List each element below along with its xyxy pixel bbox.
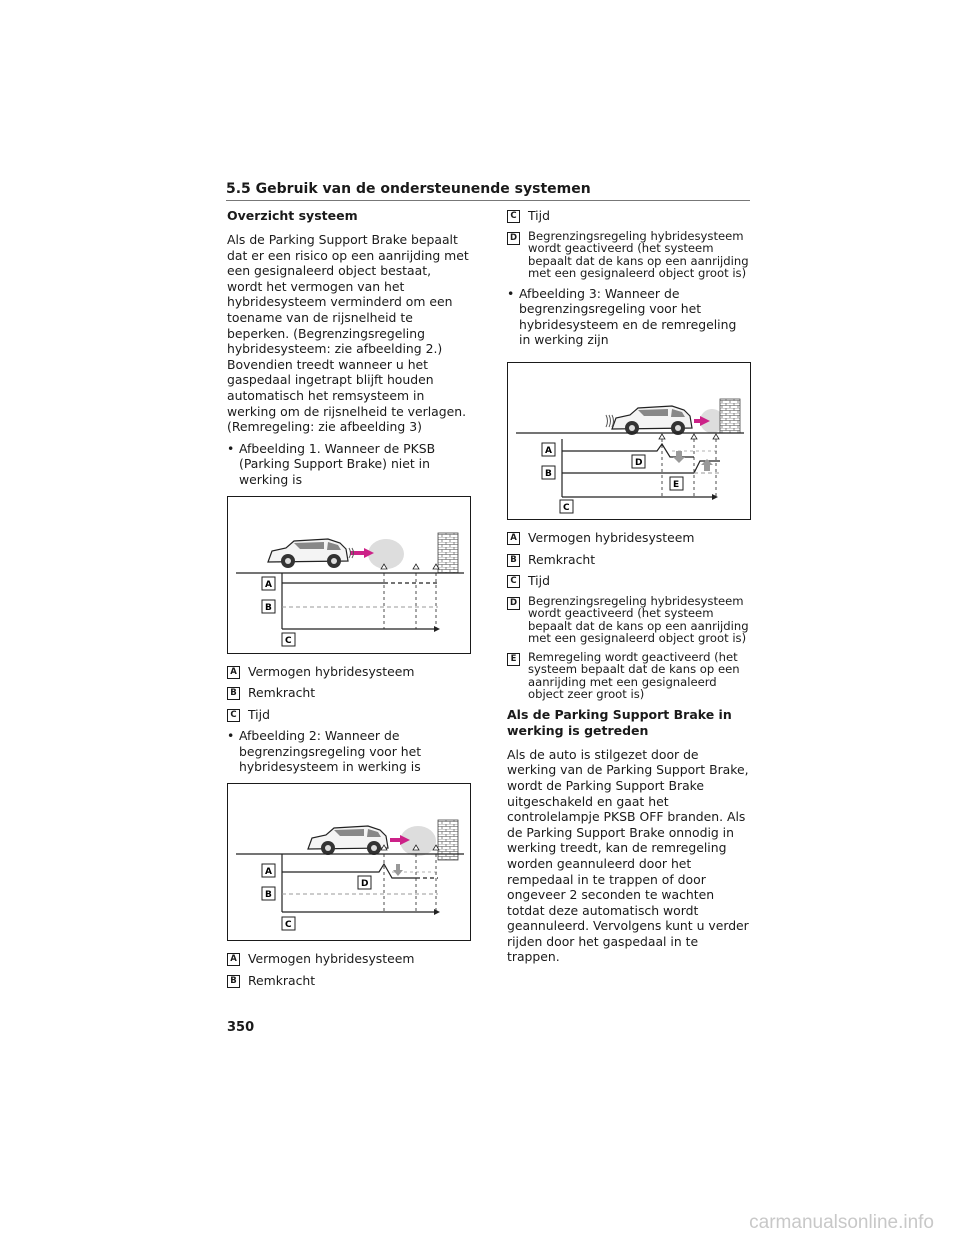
legend-text: Begrenzingsregeling hybridesysteem wordt geactiveerd (het systeem bepaalt dat de kans op een aanrijding met een gesignaleerd object groot is): [528, 593, 749, 646]
legend-text: Tijd: [528, 573, 550, 589]
activated-heading: Als de Parking Support Brake in werking is getreden: [507, 706, 732, 738]
legend-key: B: [227, 687, 240, 700]
legend-item: [507, 573, 749, 589]
figure-label: E: [673, 479, 680, 490]
legend-text: Remregeling wordt geactiveerd (het systeem bepaalt dat de kans op een aanrijding met een gesignaleerd object zeer groot is): [528, 649, 740, 702]
bullet-dot: •: [227, 440, 235, 456]
car-icon: [606, 406, 692, 435]
legend-item: [507, 552, 749, 568]
figure-label: B: [265, 602, 272, 613]
figure-label: C: [563, 502, 570, 513]
activated-paragraph: Als de auto is stilgezet door de werking van de Parking Support Brake, wordt de Parking Support Brake uitgeschakeld en gaat het controlelampje PKSB OFF branden. Als de Parking Support Brake onnodig in werking treedt, kan de remregeling worden geannuleerd door het rempedaal in te trappen of door ongeveer 2 seconden te wachten totdat deze automatisch wordt geannuleerd. Vervolgens kunt u verder rijden door het gaspedaal in te trappen.: [507, 746, 749, 965]
figure-label: B: [265, 890, 272, 901]
legend-text: Tijd: [528, 208, 550, 223]
bullet-figure-2: [227, 728, 469, 775]
legend-item: [507, 230, 749, 280]
figure-label: A: [265, 579, 272, 590]
legend-text: Remkracht: [248, 972, 316, 988]
figure-label: C: [285, 635, 292, 646]
figure-3-diagram: [508, 363, 750, 519]
legend-key: E: [507, 653, 520, 666]
page-number: 350: [227, 1020, 255, 1035]
bullet-figure-3: [507, 286, 749, 348]
legend-item: [227, 973, 469, 989]
sensor-wave-icon: [390, 826, 436, 856]
wall-icon: [438, 533, 458, 573]
overview-intro: Als de Parking Support Brake bepaalt dat er een risico op een aanrijding met een gesignaleerd object bestaat, wordt het vermogen van het hybridesysteem verminderd om een toename van de rijsnelheid te beperken. (Begrenzingsregeling hybridesysteem: zie afbeelding 2.) Bovendien treedt wanneer u het gaspedaal ingetrapt blijft houden automatisch het remsysteem in werking om de rijsnelheid te verlagen. (Remregeling: zie afbeelding 3): [227, 232, 469, 435]
bullet-figure-1: [227, 441, 469, 488]
legend-key: B: [227, 975, 240, 988]
bullet-text: Afbeelding 2: Wanneer de begrenzingsregeling voor het hybridesysteem in werking is: [239, 728, 422, 775]
legend-item: [227, 685, 469, 701]
legend-key: A: [227, 953, 240, 966]
figure-1: [227, 496, 471, 654]
figure-label: A: [545, 445, 552, 456]
legend-text: Begrenzingsregeling hybridesysteem wordt geactiveerd (het systeem bepaalt dat de kans op een aanrijding met een gesignaleerd object groot is): [528, 228, 749, 281]
legend-item: [507, 595, 749, 645]
legend-item: [507, 208, 749, 224]
legend-key: C: [507, 210, 520, 223]
legend-text: Remkracht: [248, 685, 316, 701]
legend-item: [507, 530, 749, 546]
figure-label: B: [545, 468, 552, 479]
legend-text: Vermogen hybridesysteem: [528, 529, 695, 545]
legend-item: [227, 664, 469, 680]
legend-key: D: [507, 232, 520, 245]
watermark: carmanualsonline.info: [749, 1212, 934, 1233]
legend-key: A: [227, 666, 240, 679]
figure-3: [507, 362, 751, 520]
legend-key: C: [227, 709, 240, 722]
right-column: [507, 208, 749, 971]
legend-key: A: [507, 532, 520, 545]
bullet-text: Afbeelding 3: Wanneer de begrenzingsregeling voor het hybridesysteem en de remregeling in werking zijn: [519, 285, 737, 348]
legend-text: Vermogen hybridesysteem: [248, 951, 415, 967]
figure-label: A: [265, 867, 272, 878]
figure-label: C: [285, 920, 292, 931]
sensor-wave-icon: [694, 409, 724, 433]
bullet-text: Afbeelding 1. Wanneer de PKSB (Parking Support Brake) niet in werking is: [239, 440, 436, 487]
legend-key: C: [507, 575, 520, 588]
bullet-dot: •: [507, 285, 515, 301]
legend-key: B: [507, 554, 520, 567]
car-icon: [308, 826, 388, 855]
legend-text: Vermogen hybridesysteem: [248, 663, 415, 679]
figure-2-diagram: [228, 784, 470, 940]
legend-item: [507, 651, 749, 701]
bullet-dot: •: [227, 728, 235, 744]
wall-icon: [720, 399, 740, 433]
section-header: [226, 178, 750, 201]
figure-2: [227, 783, 471, 941]
car-icon: [268, 539, 348, 568]
sensor-wave-icon: [349, 539, 404, 569]
figure-label: D: [361, 879, 369, 890]
left-column: [227, 208, 469, 994]
figure-1-diagram: [228, 497, 470, 653]
legend-key: D: [507, 597, 520, 610]
overview-heading: Overzicht systeem: [227, 208, 358, 223]
legend-item: [227, 707, 469, 723]
figure-label: D: [635, 457, 643, 468]
legend-text: Remkracht: [528, 551, 596, 567]
legend-text: Tijd: [248, 706, 270, 722]
legend-item: [227, 951, 469, 967]
section-title: 5.5 Gebruik van de ondersteunende systemen: [226, 181, 591, 197]
